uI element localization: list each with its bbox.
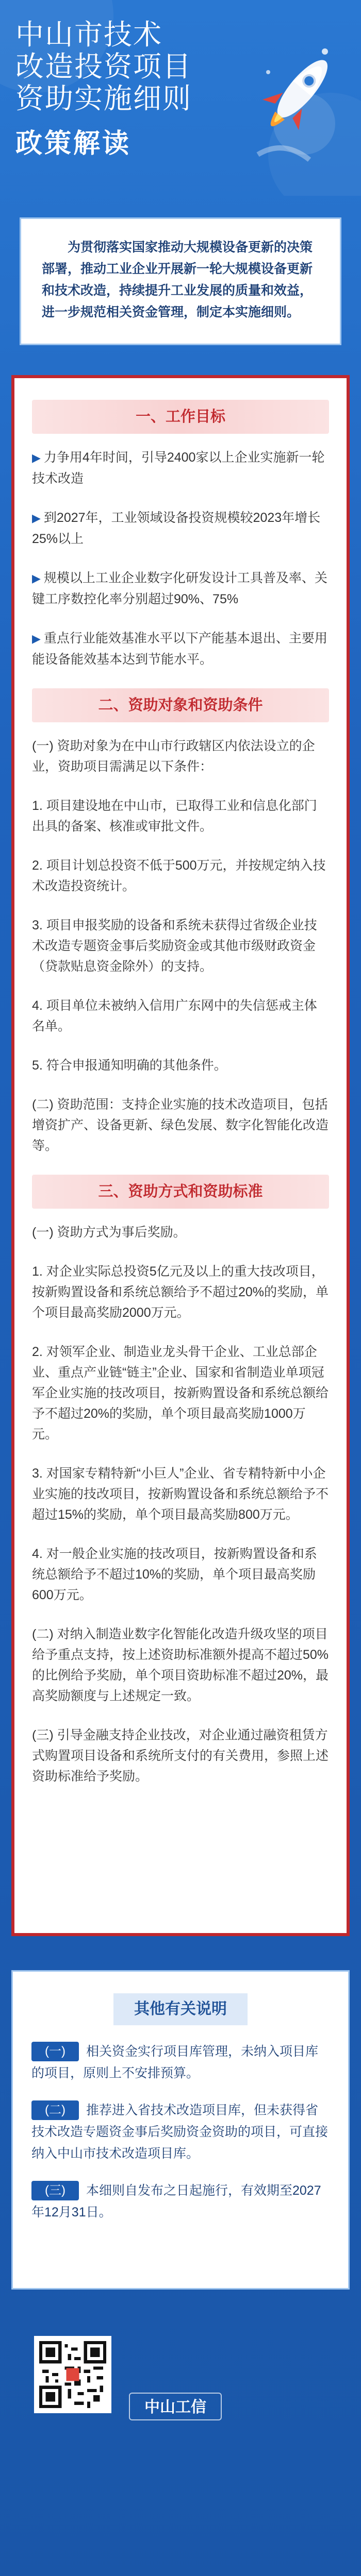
condition-item: 5. 符合申报通知明确的其他条件。	[32, 1058, 227, 1073]
note-tag: (二)	[31, 2100, 79, 2120]
intro-text: 为贯彻落实国家推动大规模设备更新的决策部署，推动工业企业开展新一轮大规模设备更新和技术改造，持续提升工业发展的质量和效益，进一步规范相关资金管理，制定本实施细则。	[42, 240, 313, 319]
goal-text: 力争用4年时间，引导2400家以上企业实施新一轮技术改造	[32, 450, 325, 486]
intro-box	[20, 217, 341, 345]
other-notes-title: 其他有关说明	[113, 1993, 248, 2025]
section-title-goals: 一、工作目标	[32, 400, 329, 434]
note-item	[31, 2099, 330, 2164]
goal-text: 到2027年，工业领域设备投资规模较2023年增长25%以上	[32, 511, 321, 546]
condition-item: 3. 项目申报奖励的设备和系统未获得过省级企业技术改造专题资金事后奖励资金或其他市级财政资金（贷款贴息资金除外）的支持。	[32, 918, 317, 974]
triangle-bullet-icon: ▶	[32, 572, 41, 585]
standard-item: 2. 对领军企业、制造业龙头骨干企业、工业总部企业、重点产业链“链主”企业、国家和省制造业单项冠军企业实施的技改项目，按新购置设备和系统总额给予不超过20%的奖励，单个项目最高奖励1000万元。	[32, 1345, 329, 1442]
goal-text: 重点行业能效基准水平以下产能基本退出、主要用能设备能效基本达到节能水平。	[32, 631, 327, 667]
footer	[0, 2320, 361, 2475]
hero-title-line-2: 改造投资项目	[15, 50, 192, 83]
note-tag: (三)	[31, 2181, 79, 2200]
note-item	[31, 2180, 330, 2223]
eligibility-intro: (一) 资助对象为在中山市行政辖区内依法设立的企业，资助项目需满足以下条件：	[32, 739, 315, 774]
note-text: 相关资金实行项目库管理，未纳入项目库的项目，原则上不安排预算。	[31, 2044, 319, 2080]
standard-item: (三) 引导金融支持企业技改，对企业通过融资租赁方式购置项目设备和系统所支付的有关费用，参照上述资助标准给予奖励。	[32, 1728, 329, 1784]
rocket-icon	[248, 15, 346, 170]
condition-item: 4. 项目单位未被纳入信用广东网中的失信惩戒主体名单。	[32, 998, 317, 1033]
standard-item: 3. 对国家专精特新“小巨人”企业、省专精特新中小企业实施的技改项目，按新购置设备和系统总额给予不超过15%的奖励，单个项目最高奖励800万元。	[32, 1466, 329, 1522]
hero-subtitle: 政策解读	[15, 128, 132, 159]
hero-title-line-1: 中山市技术	[15, 18, 163, 51]
hero-title-line-3: 资助实施细则	[15, 82, 192, 115]
standard-item: 1. 对企业实际总投资5亿元及以上的重大技改项目，按新购置设备和系统总额给予不超过20%的奖励，单个项目最高奖励2000万元。	[32, 1264, 329, 1320]
goal-item	[32, 628, 329, 670]
policy-card	[11, 375, 350, 1936]
note-item	[31, 2041, 330, 2084]
triangle-bullet-icon: ▶	[32, 451, 41, 464]
funding-scope: (二) 资助范围：支持企业实施的技术改造项目，包括增资扩产、设备更新、绿色发展、数字化智能化改造等。	[32, 1097, 329, 1153]
goal-item	[32, 507, 329, 549]
triangle-bullet-icon: ▶	[32, 512, 41, 524]
note-tag: (一)	[31, 2042, 79, 2061]
goal-item	[32, 447, 329, 489]
goal-item	[32, 568, 329, 609]
header	[0, 0, 361, 196]
goal-text: 规模以上工业企业数字化研发设计工具普及率、关键工序数控化率分别超过90%、75%	[32, 571, 327, 606]
note-text: 本细则自发布之日起施行，有效期至2027年12月31日。	[31, 2183, 321, 2219]
condition-item: 1. 项目建设地在中山市，已取得工业和信息化部门出具的备案、核准或审批文件。	[32, 799, 317, 834]
other-notes-card	[11, 1970, 350, 2290]
triangle-bullet-icon: ▶	[32, 632, 41, 645]
standard-item: 4. 对一般企业实施的技改项目，按新购置设备和系统总额给予不超过10%的奖励，单个项目最高奖励600万元。	[32, 1547, 317, 1602]
standard-item: (二) 对纳入制造业数字化智能化改造升级攻坚的项目给予重点支持，按上述资助标准额外提高不超过50%的比例给予奖励，单个项目资助标准不超过20%，最高奖励额度与上述规定一致。	[32, 1627, 329, 1703]
section-title-standards: 三、资助方式和资助标准	[32, 1175, 329, 1209]
note-text: 推荐进入省技术改造项目库，但未获得省技术改造专题资金事后奖励资金资助的项目，可直接纳入中山市技术改造项目库。	[31, 2103, 329, 2161]
condition-item: 2. 项目计划总投资不低于500万元，并按规定纳入技术改造投资统计。	[32, 858, 326, 893]
section-title-eligibility: 二、资助对象和资助条件	[32, 688, 329, 722]
standard-item: (一) 资助方式为事后奖励。	[32, 1225, 186, 1240]
brand-label: 中山工信	[129, 2393, 222, 2420]
qr-code-icon	[34, 2336, 111, 2413]
